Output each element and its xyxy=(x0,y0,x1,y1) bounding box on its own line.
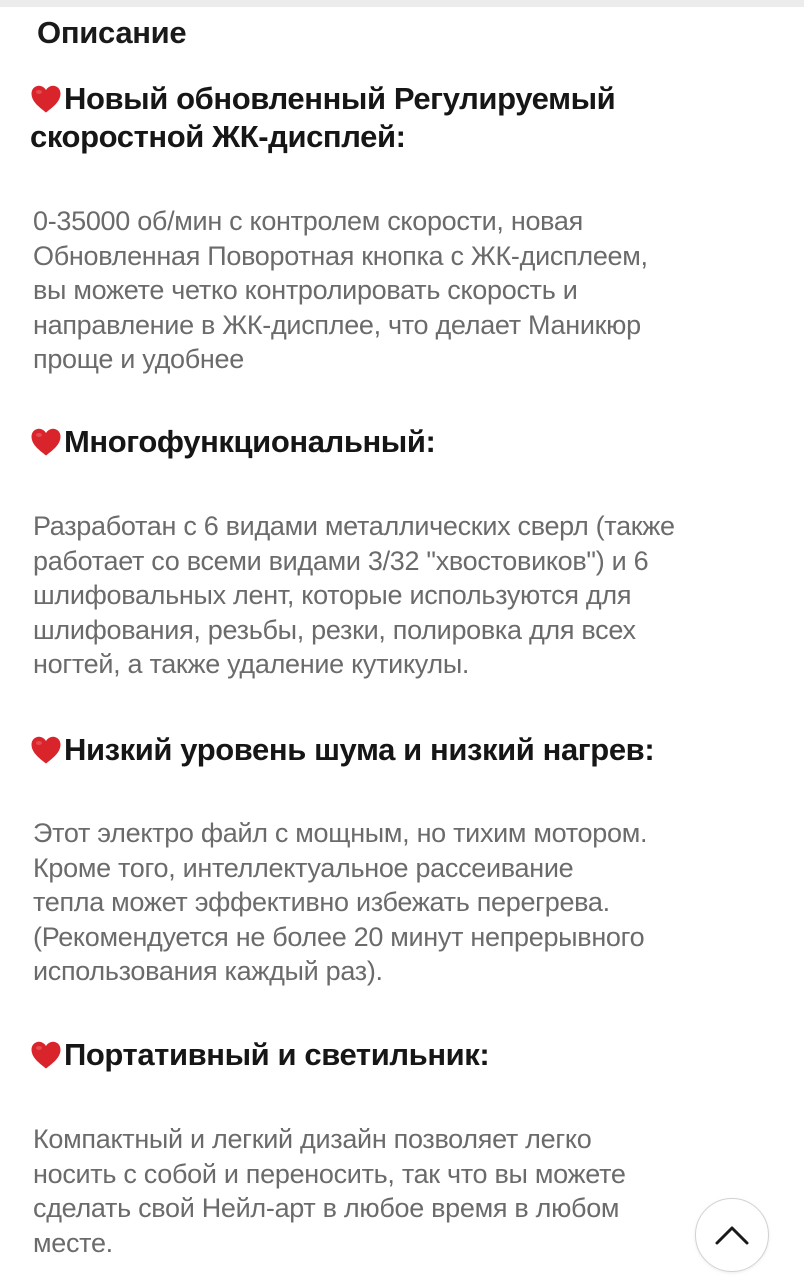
body-line: Разработан с 6 видами металлических сверл (также xyxy=(33,511,675,541)
body-line: шлифования, резьбы, резки, полировка для всех xyxy=(33,614,636,645)
section-heading-line1: Низкий уровень шума и низкий нагрев: xyxy=(64,732,655,767)
top-divider xyxy=(0,0,804,7)
page-title: Описание xyxy=(37,15,187,50)
section-body xyxy=(33,816,778,989)
section-lcd-display xyxy=(30,80,780,380)
body-line: 0-35000 об/мин с контролем скорости, новая xyxy=(33,206,583,236)
section-body xyxy=(33,509,778,682)
body-line: Компактный и легкий дизайн позволяет легко xyxy=(33,1124,592,1154)
body-line: вы можете четко контролировать скорость и xyxy=(33,275,578,305)
section-heading xyxy=(30,731,654,769)
section-heading-line1: Многофункциональный: xyxy=(64,424,436,459)
section-low-noise xyxy=(30,731,780,1001)
body-line: направление в ЖК-дисплее, что делает Маникюр xyxy=(33,309,641,340)
section-portable xyxy=(30,1036,780,1271)
section-heading-line2: скоростной ЖК-дисплей: xyxy=(30,119,406,154)
body-line: ногтей, а также удаление кутикулы. xyxy=(33,649,470,679)
section-heading xyxy=(30,423,435,461)
section-body xyxy=(33,1122,778,1260)
scroll-to-top-button[interactable] xyxy=(695,1198,769,1272)
body-line: работает со всеми видами 3/32 "хвостовиков") и 6 xyxy=(33,545,649,576)
section-heading xyxy=(30,80,615,156)
body-line: шлифовальных лент, которые используются для xyxy=(33,580,632,610)
heart-icon xyxy=(30,84,62,114)
body-line: Этот электро файл с мощным, но тихим мотором. xyxy=(33,818,648,848)
section-heading-line1: Портативный и светильник: xyxy=(64,1037,490,1072)
chevron-up-icon xyxy=(714,1219,750,1249)
section-body xyxy=(33,204,778,377)
heart-icon xyxy=(30,427,62,457)
body-line: использования каждый раз). xyxy=(33,956,383,986)
body-line: носить с собой и переносить, так что вы можете xyxy=(33,1158,626,1189)
section-multifunctional xyxy=(30,423,780,693)
heart-icon xyxy=(30,1040,62,1070)
section-heading-line1: Новый обновленный Регулируемый xyxy=(64,81,616,116)
body-line: проще и удобнее xyxy=(33,344,244,374)
body-line: сделать свой Нейл-арт в любое время в любом xyxy=(33,1193,620,1223)
body-line: Кроме того, интеллектуальное рассеивание xyxy=(33,852,574,883)
body-line: Обновленная Поворотная кнопка с ЖК-дисплеем, xyxy=(33,240,648,271)
body-line: месте. xyxy=(33,1227,113,1258)
heart-icon xyxy=(30,735,62,765)
body-line: (Рекомендуется не более 20 минут непрерывного xyxy=(33,921,645,952)
body-line: тепла может эффективно избежать перегрева. xyxy=(33,887,610,917)
section-heading xyxy=(30,1036,489,1074)
